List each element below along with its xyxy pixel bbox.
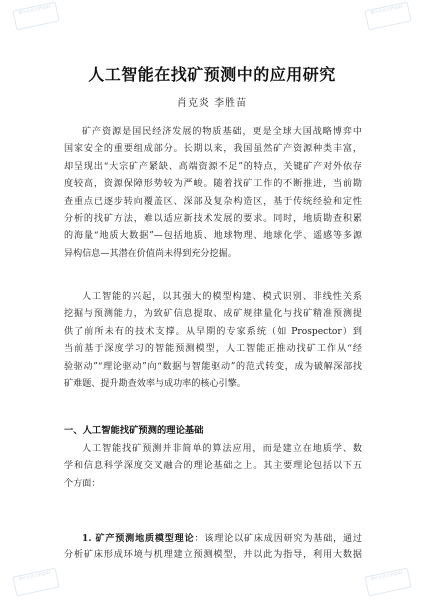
article-authors: 肖克炎 李胜苗 bbox=[176, 98, 248, 109]
watermark-text: 数字化的文档资料 bbox=[18, 569, 51, 582]
watermark-text: 数字化的文档资料 bbox=[18, 3, 51, 16]
watermark-stamp bbox=[12, 2, 59, 31]
paragraph-line: 却呈现出“大宗矿产紧缺、高端资源不足”的特点，关键矿产对外依存 bbox=[64, 161, 362, 172]
paragraph-line: 查重点已逐步转向覆盖区、深部及复杂构造区，基于传统经验和定性 bbox=[64, 196, 362, 207]
article-title: 人工智能在找矿预测中的应用研究 bbox=[88, 65, 336, 84]
theory-lead: 1. 矿产预测地质模型理论 bbox=[82, 533, 195, 544]
paragraph-intro bbox=[64, 124, 362, 263]
watermark-stamp bbox=[364, 568, 411, 597]
paragraph-line: 矿难题、提升勘查效率与成功率的核心引擎。 bbox=[64, 378, 246, 389]
paragraph-line: 分析矿床形成环境与机理建立预测模型，并以此为指导，利用大数据 bbox=[64, 550, 362, 561]
paragraph-theory-1 bbox=[64, 530, 362, 565]
paragraph-line: 当前基于深度学习的智能预测模型，人工智能正推动找矿工作从“经 bbox=[64, 344, 362, 355]
paragraph-line: 学和信息科学深度交叉融合的理论基础之上。其主要理论包括以下五 bbox=[64, 461, 362, 472]
watermark-text: 数字化的文档资料 bbox=[370, 3, 403, 16]
paragraph-theory bbox=[64, 441, 362, 493]
theory-text: ：该理论以矿床成因研究为基础，通过 bbox=[194, 534, 362, 544]
paragraph-line: 的海量“地质大数据”—包括地质、地球物理、地球化学、遥感等多源 bbox=[64, 231, 362, 242]
watermark-text: 数字化的文档资料 bbox=[370, 569, 403, 582]
paragraph-line: 供了前所未有的技术支撑。从早期的专家系统（如 Prospector）到 bbox=[64, 326, 362, 337]
paragraph-line bbox=[64, 530, 362, 547]
section-heading: 一、人工智能找矿预测的理论基础 bbox=[64, 425, 204, 436]
paragraph-line: 异构信息—其潜在价值尚未得到充分挖掘。 bbox=[64, 248, 237, 259]
paragraph-line: 验驱动”“理论驱动”向“数据与智能驱动”的范式转变，成为破解深部找 bbox=[64, 361, 362, 372]
paragraph-ai-rise bbox=[64, 289, 362, 393]
paragraph-line: 矿产资源是国民经济发展的物质基础，更是全球大国战略博弈中 bbox=[82, 127, 362, 137]
paragraph-line: 人工智能的兴起，以其强大的模型构建、模式识别、非线性关系 bbox=[82, 292, 362, 302]
paragraph-line: 分析的找矿方法，难以适应新技术发展的要求。同时，地质勘查积累 bbox=[64, 213, 362, 224]
watermark-stamp bbox=[12, 568, 59, 597]
paragraph-line: 个方面： bbox=[64, 478, 101, 489]
paragraph-line: 人工智能找矿预测并非简单的算法应用，而是建立在地质学、数 bbox=[82, 444, 362, 454]
watermark-stamp bbox=[364, 2, 411, 31]
paragraph-line: 挖掘与预测能力，为致矿信息提取、成矿规律量化与找矿精准预测提 bbox=[64, 309, 362, 320]
paragraph-line: 国家安全的重要组成部分。长期以来，我国虽然矿产资源种类丰富， bbox=[64, 144, 362, 155]
paragraph-line: 度较高，资源保障形势较为严峻。随着找矿工作的不断推进，当前勘 bbox=[64, 179, 362, 190]
